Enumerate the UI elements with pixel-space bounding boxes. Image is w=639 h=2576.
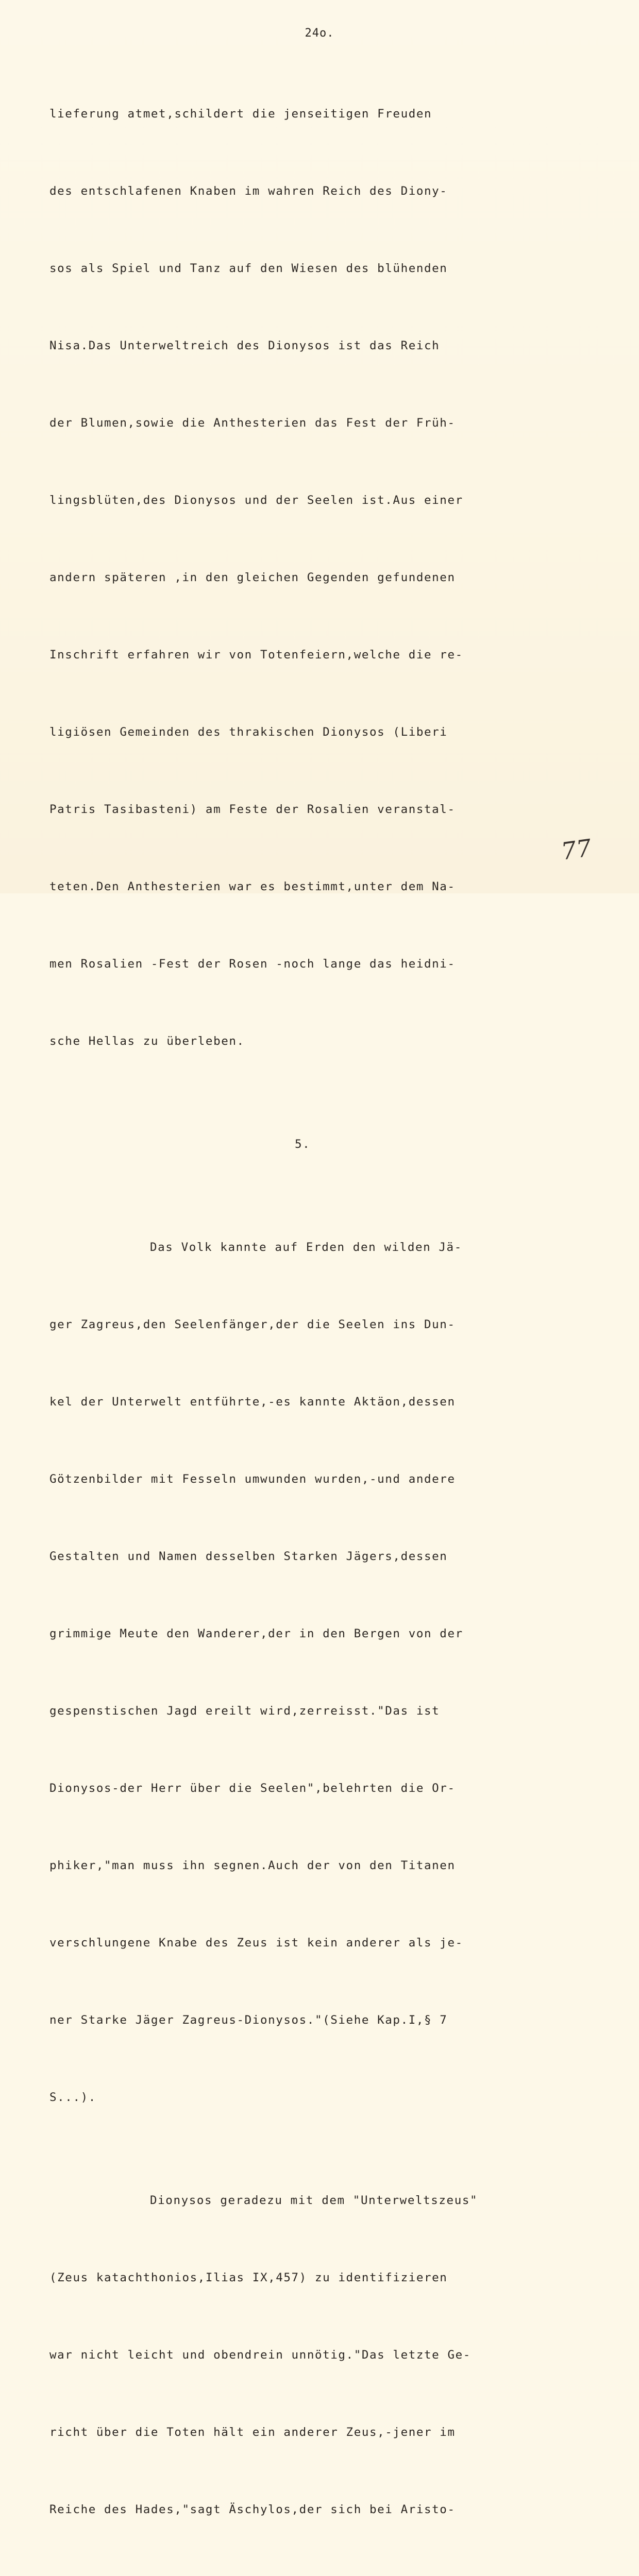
text-line: teten.Den Anthesterien war es bestimmt,unter dem Na- <box>49 880 456 893</box>
text-line: Das Volk kannte auf Erden den wilden Jä- <box>150 1241 462 1254</box>
page-number: 24o. <box>305 27 334 40</box>
text-line: war nicht leicht und obendrein unnötig."Das letzte Ge- <box>49 2348 471 2362</box>
text-line: Dionysos geradezu mit dem "Unterweltszeus" <box>150 2194 478 2207</box>
text-line: Götzenbilder mit Fesseln umwunden wurden,-und andere <box>49 1472 456 1486</box>
text-line: Patris Tasibasteni) am Feste der Rosalien veranstal- <box>49 803 456 816</box>
text-line: gespenstischen Jagd ereilt wird,zerreisst."Das ist <box>49 1704 440 1718</box>
text-line: phiker,"man muss ihn segnen.Auch der von den Titanen <box>49 1859 456 1872</box>
text-line: ligiösen Gemeinden des thrakischen Dionysos (Liberi <box>49 725 448 739</box>
text-line: sche Hellas zu überleben. <box>49 1035 245 1048</box>
text-line: Reiche des Hades,"sagt Äschylos,der sich bei Aristo- <box>49 2503 456 2516</box>
text-line: (Zeus katachthonios,Ilias IX,457) zu identifizieren <box>49 2271 448 2284</box>
text-line: Gestalten und Namen desselben Starken Jägers,dessen <box>49 1550 448 1563</box>
section-number: 5. <box>295 1138 311 1151</box>
text-line: des entschlafenen Knaben im wahren Reich des Diony- <box>49 184 448 198</box>
typed-text-block <box>49 49 503 2576</box>
text-line: lieferung atmet,schildert die jenseitigen Freuden <box>49 107 432 121</box>
text-line: ner Starke Jäger Zagreus-Dionysos."(Siehe Kap.I,§ 7 <box>49 2013 448 2027</box>
text-line: andern späteren ,in den gleichen Gegenden gefundenen <box>49 571 456 584</box>
text-line: der Blumen,sowie die Anthesterien das Fest der Früh- <box>49 416 456 430</box>
text-line: lingsblüten,des Dionysos und der Seelen ist.Aus einer <box>49 494 463 507</box>
text-line: kel der Unterwelt entführte,-es kannte Aktäon,dessen <box>49 1395 456 1409</box>
text-line: S...). <box>49 2091 96 2104</box>
text-line: grimmige Meute den Wanderer,der in den Bergen von der <box>49 1627 463 1640</box>
text-line: men Rosalien -Fest der Rosen -noch lange das heidni- <box>49 957 456 971</box>
text-line: richt über die Toten hält ein anderer Zeus,-jener im <box>49 2426 456 2439</box>
text-line: Nisa.Das Unterweltreich des Dionysos ist das Reich <box>49 339 440 352</box>
handwritten-folio-number: 77 <box>559 834 594 866</box>
text-line: verschlungene Knabe des Zeus ist kein anderer als je- <box>49 1936 463 1950</box>
text-line <box>49 2574 503 2576</box>
text-line: Inschrift erfahren wir von Totenfeiern,welche die re- <box>49 648 463 662</box>
text-line: sos als Spiel und Tanz auf den Wiesen des blühenden <box>49 262 448 275</box>
text-line: ger Zagreus,den Seelenfänger,der die Seelen ins Dun- <box>49 1318 456 1331</box>
text-line: Dionysos-der Herr über die Seelen",belehrten die Or- <box>49 1782 456 1795</box>
